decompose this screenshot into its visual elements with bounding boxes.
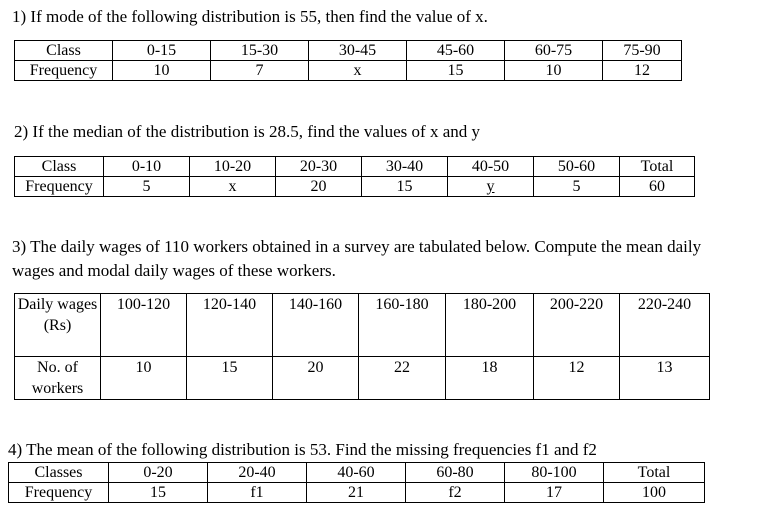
class-cell: 60-80 [406, 463, 505, 483]
row-label-cell: Frequency [15, 61, 113, 81]
table-row [15, 157, 695, 177]
class-cell: 45-60 [407, 41, 505, 61]
total-cell: 60 [620, 177, 695, 197]
freq-cell: y [448, 177, 534, 197]
class-cell: 40-60 [307, 463, 406, 483]
header-cell: Classes [9, 463, 109, 483]
freq-cell: f1 [208, 483, 307, 503]
freq-cell: 15 [187, 357, 273, 400]
freq-cell: 13 [620, 357, 710, 400]
freq-cell: 22 [359, 357, 446, 400]
question-3-line-2: wages and modal daily wages of these workers. [12, 261, 336, 280]
question-1-text: 1) If mode of the following distribution is 55, then find the value of x. [12, 7, 488, 26]
total-header-cell: Total [620, 157, 695, 177]
class-cell: 20-40 [208, 463, 307, 483]
freq-cell: 15 [407, 61, 505, 81]
row-label-cell: Frequency [15, 177, 104, 197]
freq-cell: 21 [307, 483, 406, 503]
table-row [15, 294, 710, 357]
question-1-table [14, 40, 682, 81]
class-cell: 0-10 [104, 157, 190, 177]
row-label-cell: No. of workers [15, 357, 101, 400]
freq-cell: x [309, 61, 407, 81]
freq-cell: 12 [534, 357, 620, 400]
class-cell: 100-120 [101, 294, 187, 357]
class-cell: 0-20 [109, 463, 208, 483]
freq-cell: 5 [534, 177, 620, 197]
class-cell: 120-140 [187, 294, 273, 357]
row-label-cell: Frequency [9, 483, 109, 503]
question-2-table [14, 156, 695, 197]
freq-cell: 10 [505, 61, 603, 81]
freq-cell: 10 [101, 357, 187, 400]
class-cell: 60-75 [505, 41, 603, 61]
freq-cell: 15 [362, 177, 448, 197]
freq-cell: x [190, 177, 276, 197]
class-cell: 30-40 [362, 157, 448, 177]
table-row [15, 41, 682, 61]
total-cell: 100 [604, 483, 705, 503]
freq-cell: f2 [406, 483, 505, 503]
class-cell: 220-240 [620, 294, 710, 357]
class-cell: 80-100 [505, 463, 604, 483]
total-header-cell: Total [604, 463, 705, 483]
header-cell: Daily wages (Rs) [15, 294, 101, 357]
freq-cell: 18 [446, 357, 534, 400]
question-3-line-1: 3) The daily wages of 110 workers obtained in a survey are tabulated below. Compute the mean daily [12, 237, 702, 256]
freq-cell: 7 [211, 61, 309, 81]
header-cell: Class [15, 157, 104, 177]
class-cell: 75-90 [603, 41, 682, 61]
freq-cell: 5 [104, 177, 190, 197]
freq-cell: 10 [113, 61, 211, 81]
freq-cell: 12 [603, 61, 682, 81]
class-cell: 20-30 [276, 157, 362, 177]
table-row [15, 357, 710, 400]
header-cell: Class [15, 41, 113, 61]
class-cell: 50-60 [534, 157, 620, 177]
class-cell: 140-160 [273, 294, 359, 357]
class-cell: 40-50 [448, 157, 534, 177]
question-3-table [14, 293, 710, 400]
class-cell: 10-20 [190, 157, 276, 177]
freq-cell: 20 [276, 177, 362, 197]
class-cell: 200-220 [534, 294, 620, 357]
class-cell: 160-180 [359, 294, 446, 357]
class-cell: 15-30 [211, 41, 309, 61]
table-row [15, 177, 695, 197]
question-2-text: 2) If the median of the distribution is 28.5, find the values of x and y [14, 122, 480, 141]
freq-cell: 17 [505, 483, 604, 503]
class-cell: 30-45 [309, 41, 407, 61]
question-4-text: 4) The mean of the following distribution is 53. Find the missing frequencies f1 and f2 [8, 440, 597, 459]
table-row [15, 61, 682, 81]
freq-cell: 20 [273, 357, 359, 400]
table-row [9, 463, 705, 483]
class-cell: 0-15 [113, 41, 211, 61]
freq-cell: 15 [109, 483, 208, 503]
table-row [9, 483, 705, 503]
question-4-table [8, 462, 705, 503]
class-cell: 180-200 [446, 294, 534, 357]
